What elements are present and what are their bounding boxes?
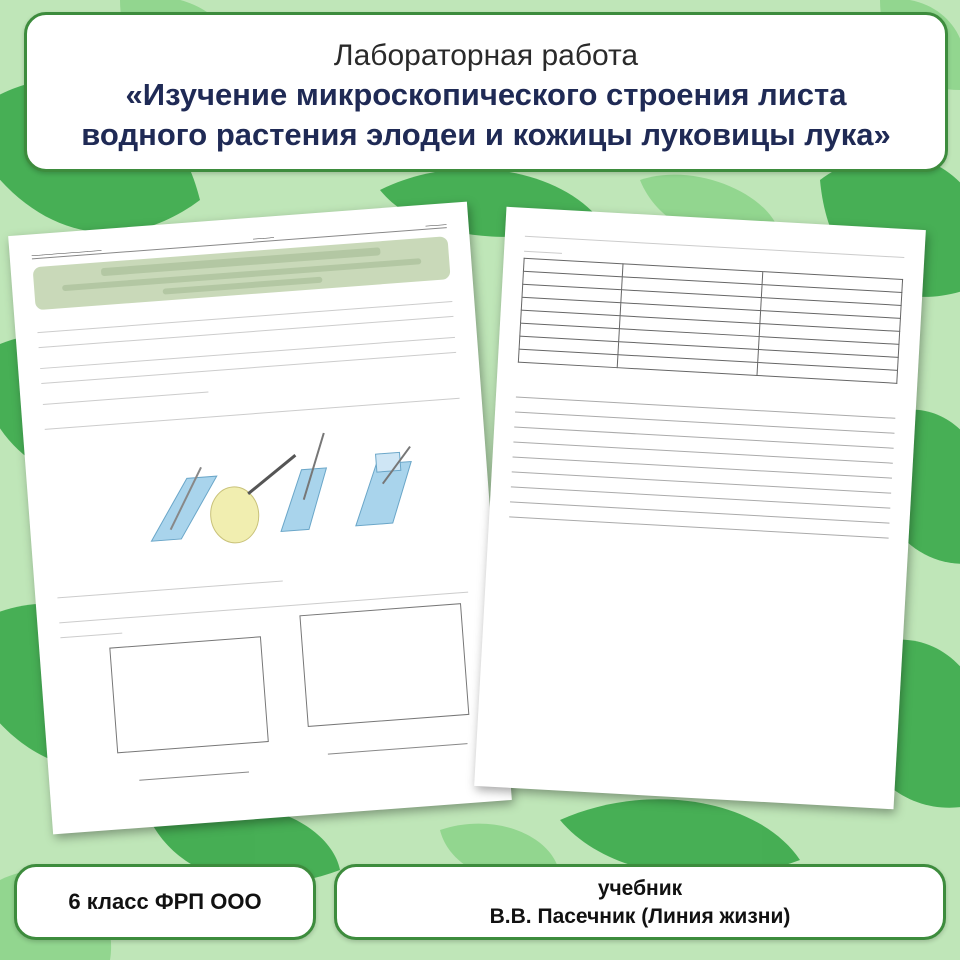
textbook-card [334,864,946,940]
worksheet-type: Лабораторная работа [333,39,639,72]
drawing-box-onion [299,603,469,727]
textbook-label: учебник [597,877,683,900]
drawing-box-elodea [109,636,269,753]
page-header-row: ____________________ ______ ______ [31,217,447,259]
conclusion-lines [509,383,896,539]
grade-label: 6 класс ФРП ООО [68,889,262,914]
title-card [24,12,948,172]
comparison-table [518,258,903,384]
caption-line-2 [328,743,468,754]
textbook-author: В.В. Пасечник (Линия жизни) [489,905,791,928]
caption-line-1 [139,772,249,781]
worksheet-page-2-preview [474,207,926,810]
worksheet-title-line1: «Изучение микроскопического строения листа [125,77,847,112]
worksheet-title-line2: водного растения элодеи и кожицы луковицы лука» [81,117,891,152]
microscope-slides-illustration [124,420,432,562]
grade-card [14,864,316,940]
worksheet-page-1-preview [8,202,512,835]
goal-text-placeholder [36,287,459,430]
